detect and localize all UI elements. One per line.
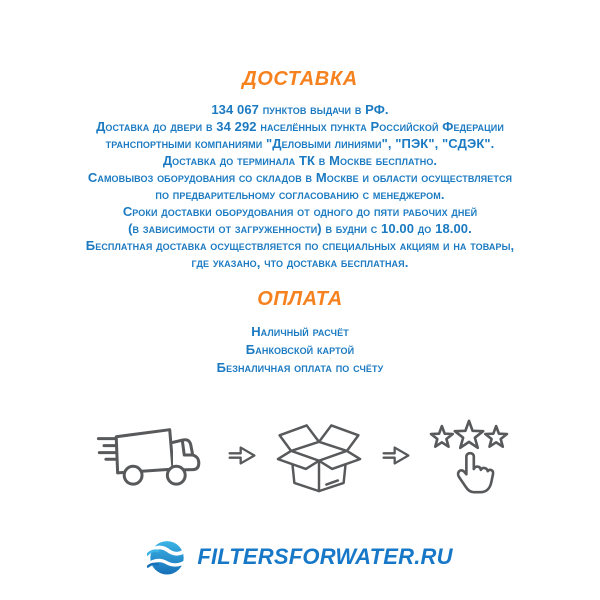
rating-stars-hand-icon (427, 413, 511, 497)
delivery-line: Доставка до двери в 34 292 населённых пункта Российской Федерации (96, 119, 504, 134)
delivery-line: (в зависимости от загруженности) в будни с 10.00 до 18.00. (128, 221, 472, 236)
open-box-icon (273, 413, 365, 497)
delivery-line: Бесплатная доставка осуществляется по специальных акциям и на товары, (85, 238, 515, 253)
logo[interactable] (147, 537, 452, 577)
payment-options (217, 323, 384, 377)
delivery-line: Сроки доставки оборудования от одного до пяти рабочих дней (122, 204, 478, 219)
logo-text: FILTERSFORWATER.RU (197, 544, 453, 569)
delivery-line: 134 067 пунктов выдачи в РФ. (211, 102, 389, 117)
arrow-right-icon (227, 443, 257, 468)
order-process-icons (89, 413, 511, 497)
arrow-right-icon (381, 443, 411, 468)
payment-option: Наличный расчёт (251, 324, 349, 339)
delivery-line: где указано, что доставка бесплатная. (191, 255, 409, 270)
payment-option: Банковской картой (245, 342, 355, 357)
payment-option: Безналичная оплата по счёту (216, 360, 384, 375)
payment-title: ОПЛАТА (257, 288, 343, 310)
fast-delivery-truck-icon (89, 416, 211, 495)
delivery-title: ДОСТАВКА (242, 68, 358, 90)
delivery-line: Доставка до терминала ТК в Москве бесплатно. (162, 153, 438, 168)
delivery-line: по предварительному согласованию с менеджером. (155, 187, 445, 202)
delivery-line: Самовывоз оборудования со складов в Москве и области осуществляется (87, 170, 513, 185)
water-wave-logo-icon (147, 537, 187, 577)
delivery-text (86, 101, 514, 271)
delivery-line: транспортными компаниями "Деловыми линиями", "ПЭК", "СДЭК". (105, 136, 495, 151)
